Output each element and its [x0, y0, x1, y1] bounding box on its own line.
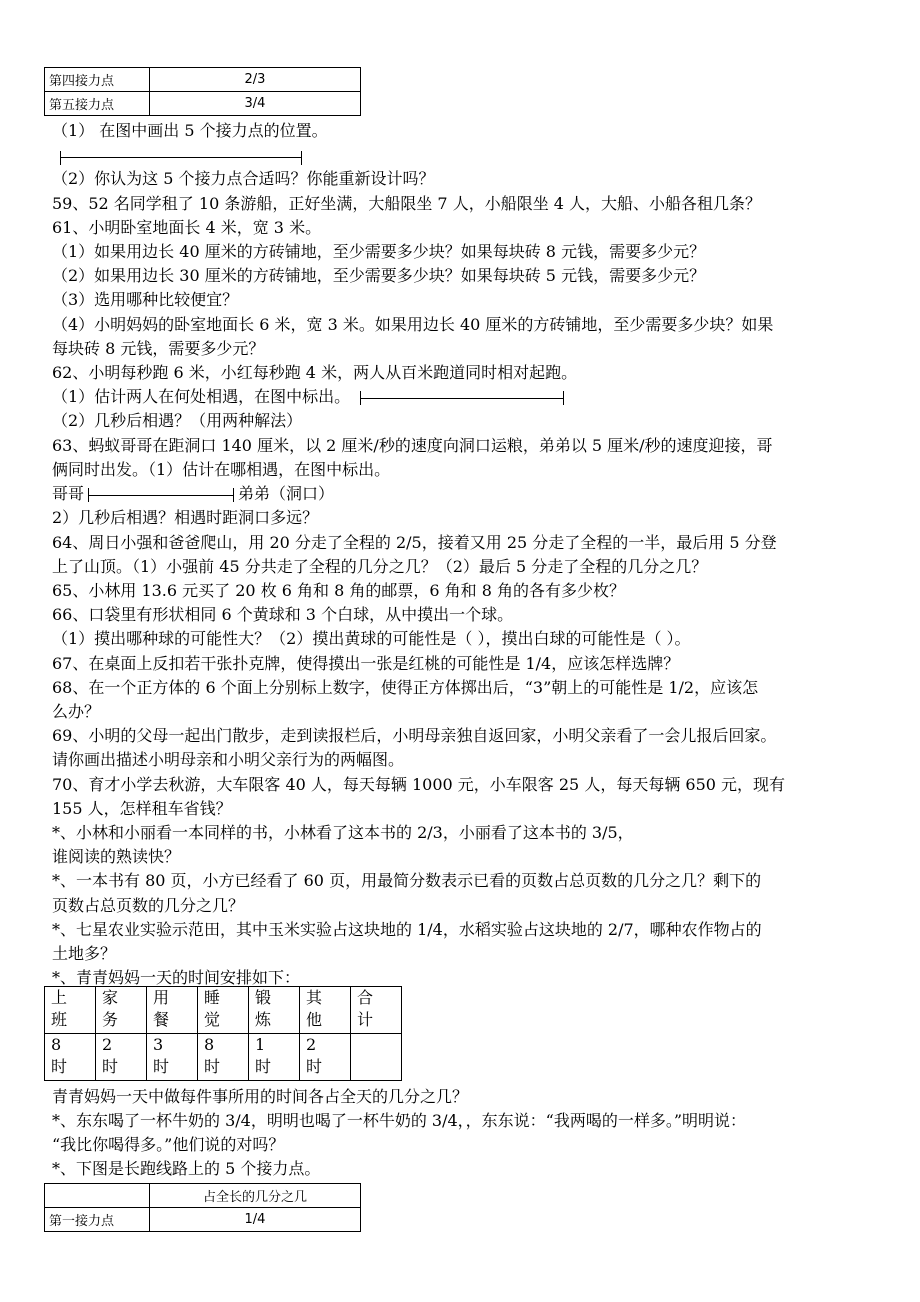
question-line: 土地多？	[52, 944, 117, 963]
schedule-header: 锻 炼	[249, 987, 300, 1034]
question-line: *、小林和小丽看一本同样的书，小林看了这本书的 2/3，小丽看了这本书的 3/5，	[52, 823, 634, 842]
relay-point-label: 第一接力点	[45, 1208, 150, 1232]
schedule-cell: 2 时	[96, 1034, 147, 1081]
question-line: （2）几秒后相遇？（用两种解法）	[52, 411, 303, 430]
schedule-header: 合 计	[351, 987, 402, 1034]
question-line: （2）如果用边长 30 厘米的方砖铺地，至少需要多少块？如果每块砖 5 元钱，需要多少元？	[52, 266, 706, 285]
question-line: 65、小林用 13.6 元买了 20 枚 6 角和 8 角的邮票，6 角和 8 角的各有多少枚？	[52, 581, 626, 600]
track-line-segment	[360, 391, 564, 405]
question-line: 59、52 名同学租了 10 条游船，正好坐满，大船限坐 7 人，小船限坐 4 人，大船、小船各租几条？	[52, 194, 762, 213]
table-row	[45, 1034, 402, 1081]
table-row	[45, 92, 361, 116]
question-line: *、青青妈妈一天的时间安排如下：	[52, 968, 301, 987]
relay-point-label: 第五接力点	[45, 92, 150, 116]
question-line: （4）小明妈妈的卧室地面长 6 米，宽 3 米。如果用边长 40 厘米的方砖铺地，至少需要多少块？如果	[52, 315, 774, 334]
question-line: *、东东喝了一杯牛奶的 3/4，明明也喝了一杯牛奶的 3/4，，东东说：“我两喝的一样多。”明明说：	[52, 1111, 747, 1130]
question-line: （1）摸出哪种球的可能性大？（2）摸出黄球的可能性是（ ），摸出白球的可能性是（ ）。	[52, 629, 691, 648]
question-line: （3）选用哪种比较便宜？	[52, 290, 239, 309]
table-row	[45, 68, 361, 92]
schedule-cell: 8 时	[198, 1034, 249, 1081]
question-line: 每块砖 8 元钱，需要多少元？	[52, 339, 265, 358]
question-line: *、七星农业实验示范田，其中玉米实验占这块地的 1/4，水稻实验占这块地的 2/7，哪种农作物占的	[52, 920, 762, 939]
schedule-header: 用 餐	[147, 987, 198, 1034]
question-text: （1）估计两人在何处相遇，在图中标出。	[52, 387, 351, 406]
question-line: 66、口袋里有形状相同 6 个黄球和 3 个白球，从中摸出一个球。	[52, 605, 514, 624]
question-line: “我比你喝得多。”他们说的对吗？	[52, 1135, 285, 1154]
schedule-header: 其 他	[300, 987, 351, 1034]
relay-point-label: 第四接力点	[45, 68, 150, 92]
label-brother: 哥哥	[52, 484, 85, 503]
question-line	[52, 387, 568, 407]
fraction-header: 占全长的几分之几	[150, 1184, 361, 1208]
question-line: 67、在桌面上反扣若干张扑克牌，使得摸出一张是红桃的可能性是 1/4，应该怎样选牌？	[52, 654, 680, 673]
question-line: 61、小明卧室地面长 4 米，宽 3 米。	[52, 218, 322, 237]
schedule-cell: 8 时	[45, 1034, 96, 1081]
question-line: 63、蚂蚁哥哥在距洞口 140 厘米，以 2 厘米/秒的速度向洞口运粮，弟弟以 5 厘米/秒的速度迎接，哥	[52, 436, 773, 455]
question-line: 谁阅读的熟读快？	[52, 847, 181, 866]
table-row	[45, 1208, 361, 1232]
relay-point-fraction: 1/4	[150, 1208, 361, 1232]
schedule-cell: 3 时	[147, 1034, 198, 1081]
question-line: （1）如果用边长 40 厘米的方砖铺地，至少需要多少块？如果每块砖 8 元钱，需要多少元？	[52, 242, 706, 261]
label-younger-brother: 弟弟（洞口）	[238, 484, 335, 503]
question-line: 62、小明每秒跑 6 米，小红每秒跑 4 米，两人从百米跑道同时相对起跑。	[52, 363, 578, 382]
empty-header-cell	[45, 1184, 150, 1208]
question-line: 么办？	[52, 702, 101, 721]
schedule-header: 家 务	[96, 987, 147, 1034]
schedule-cell: 1 时	[249, 1034, 300, 1081]
ant-path-segment	[88, 488, 234, 502]
relay-line-segment	[60, 157, 302, 158]
question-line: （1） 在图中画出 5 个接力点的位置。	[52, 121, 328, 140]
question-line: 70、育才小学去秋游，大车限客 40 人，每天每辆 1000 元，小车限客 25 人，每天每辆 650 元，现有	[52, 775, 786, 794]
question-line: 青青妈妈一天中做每件事所用的时间各占全天的几分之几？	[52, 1087, 469, 1106]
schedule-cell	[351, 1034, 402, 1081]
question-line: *、下图是长跑线路上的 5 个接力点。	[52, 1159, 321, 1178]
schedule-table	[44, 986, 402, 1081]
question-line: 69、小明的父母一起出门散步，走到读报栏后，小明母亲独自返回家，小明父亲看了一会儿报后回家。	[52, 726, 777, 745]
question-line: 68、在一个正方体的 6 个面上分别标上数字，使得正方体掷出后，“3”朝上的可能性是 1/2，应该怎	[52, 678, 759, 697]
question-line: 俩同时出发。（1）估计在哪相遇，在图中标出。	[52, 460, 391, 479]
relay-point-fraction: 3/4	[150, 92, 361, 116]
question-line: 上了山顶。（1）小强前 45 分共走了全程的几分之几？（2）最后 5 分走了全程的几分之几？	[52, 557, 708, 576]
schedule-header: 上 班	[45, 987, 96, 1034]
relay-point-fraction: 2/3	[150, 68, 361, 92]
question-line: 155 人，怎样租车省钱？	[52, 799, 232, 818]
question-line: 64、周日小强和爸爸爬山，用 20 分走了全程的 2/5，接着又用 25 分走了全程的一半，最后用 5 分登	[52, 533, 777, 552]
schedule-header: 睡 觉	[198, 987, 249, 1034]
table-row	[45, 987, 402, 1034]
table-row	[45, 1184, 361, 1208]
question-line: （2）你认为这 5 个接力点合适吗？你能重新设计吗？	[52, 169, 435, 188]
question-line: 2）几秒后相遇？相遇时距洞口多远？	[52, 508, 319, 527]
relay-table-top	[44, 67, 361, 116]
relay-table-bottom	[44, 1183, 361, 1232]
schedule-cell: 2 时	[300, 1034, 351, 1081]
question-line	[52, 484, 334, 504]
question-line: 页数占总页数的几分之几？	[52, 896, 245, 915]
question-line: 请你画出描述小明母亲和小明父亲行为的两幅图。	[52, 750, 405, 769]
question-line: *、一本书有 80 页，小方已经看了 60 页，用最简分数表示已看的页数占总页数的几分之几？剩下的	[52, 871, 762, 890]
